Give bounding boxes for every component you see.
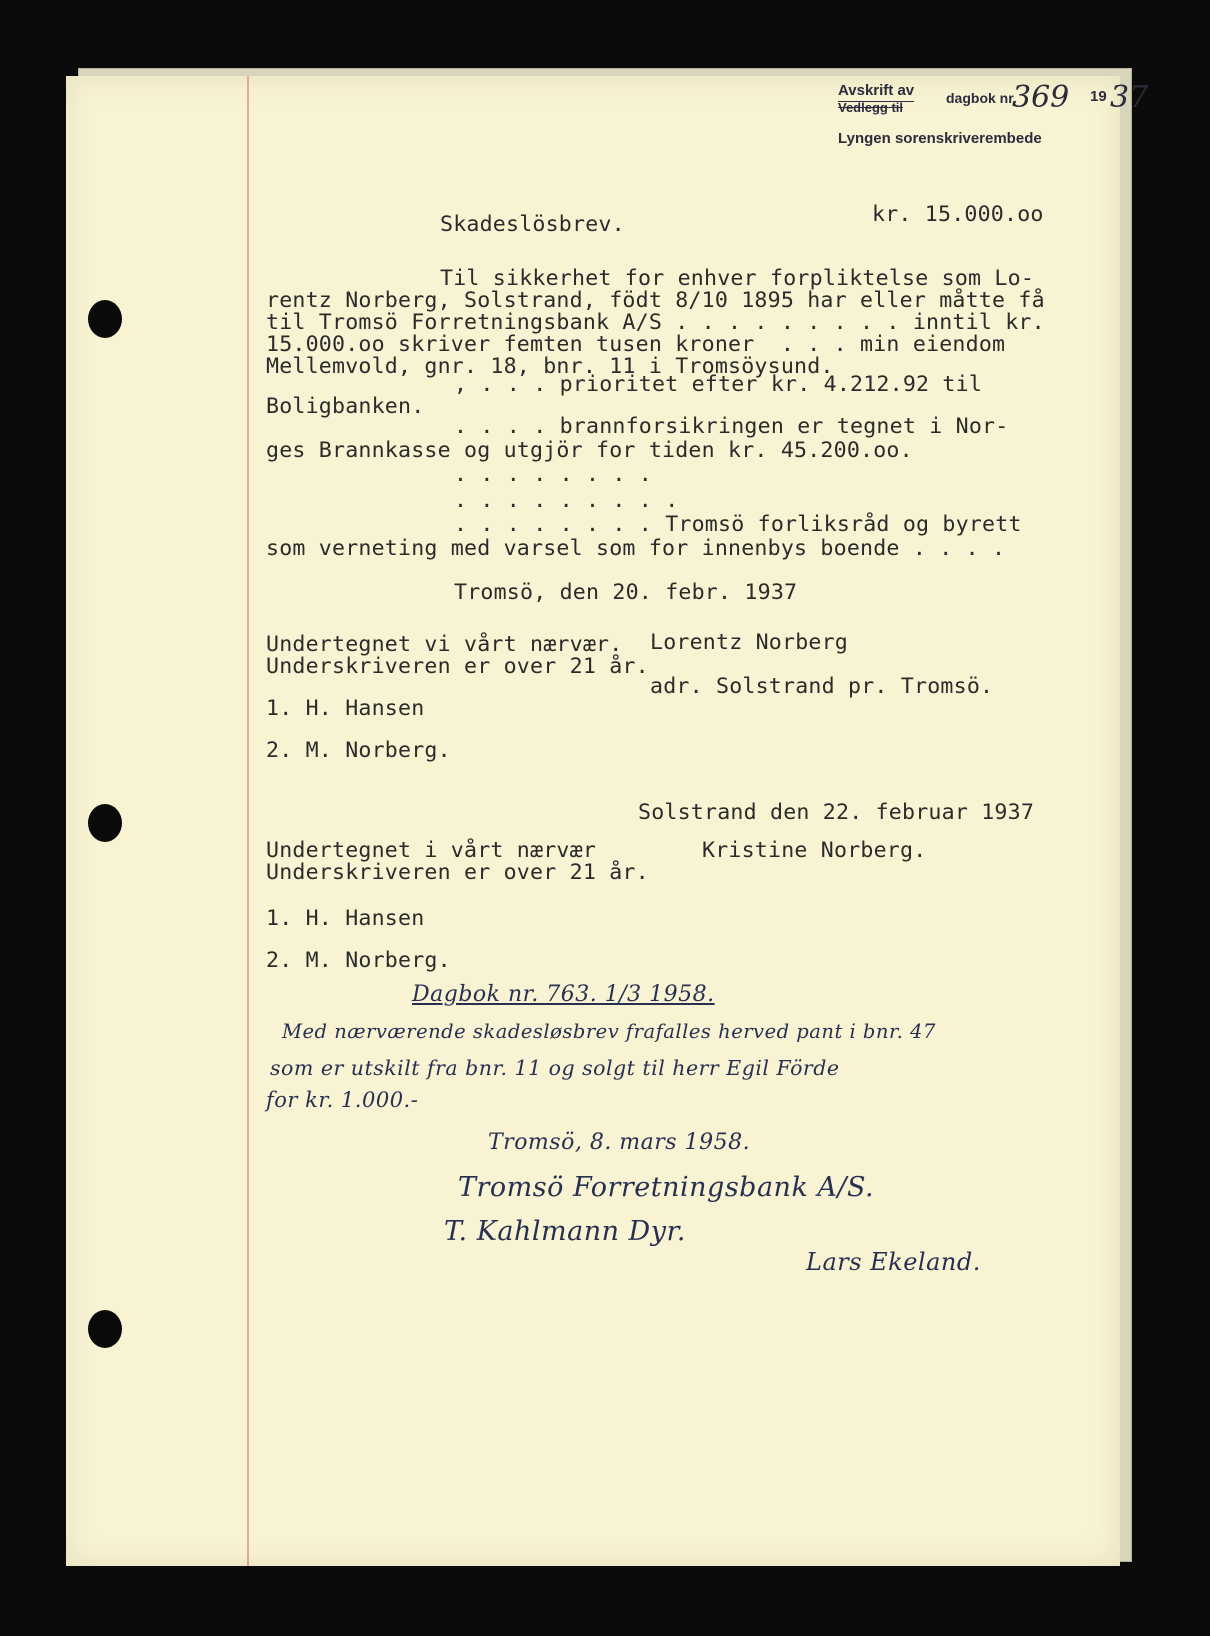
handwritten-signature-2: Lars Ekeland. bbox=[806, 1248, 981, 1276]
witness-1-2: 2. M. Norberg. bbox=[266, 738, 451, 763]
stamp-crossed-text: Vedlegg til bbox=[838, 100, 904, 115]
body-line: Boligbanken. bbox=[266, 394, 425, 419]
handwritten-line: Med nærværende skadesløsbrev frafalles herved pant i bnr. 47 bbox=[282, 1020, 936, 1043]
signer-2: Kristine Norberg. bbox=[702, 838, 927, 863]
body-line: Til sikkerhet for enhver forpliktelse som Lo- bbox=[440, 266, 1035, 291]
signer-1: Lorentz Norberg bbox=[650, 630, 849, 655]
place-date-1: Tromsö, den 20. febr. 1937 bbox=[454, 580, 798, 605]
body-line: , . . . prioritet efter kr. 4.212.92 til bbox=[454, 372, 983, 397]
handwritten-signature-1: T. Kahlmann Dyr. bbox=[444, 1216, 686, 1247]
handwritten-bank-name: Tromsö Forretningsbank A/S. bbox=[458, 1172, 875, 1203]
stamp-office: Lyngen sorenskriverembede bbox=[838, 130, 1042, 147]
witness-1-1: 1. H. Hansen bbox=[266, 696, 425, 721]
body-line: Mellemvold, gnr. 18, bnr. 11 i Tromsöysund. bbox=[266, 354, 834, 379]
stamp-year-suffix: 37 bbox=[1110, 80, 1149, 115]
document-page bbox=[66, 76, 1149, 1566]
body-line: . . . . . . . . bbox=[454, 462, 653, 487]
body-line: ges Brannkasse og utgjör for tiden kr. 45.200.oo. bbox=[266, 438, 913, 463]
document-title: Skadeslösbrev. bbox=[440, 212, 625, 237]
body-line: 15.000.oo skriver femten tusen kroner . . . min eiendom bbox=[266, 332, 1006, 357]
punch-hole-bottom bbox=[88, 1310, 122, 1348]
body-line: . . . . . . . . Tromsö forliksråd og byrett bbox=[454, 512, 1022, 537]
witness-statement-1b: Underskriveren er over 21 år. bbox=[266, 654, 649, 679]
registry-stamp bbox=[776, 80, 1149, 170]
witness-statement-2a: Undertegnet i vårt nærvær bbox=[266, 838, 597, 863]
stamp-year-prefix: 19 bbox=[1090, 88, 1107, 105]
punch-hole-middle bbox=[88, 804, 122, 842]
body-line: . . . . . . . . . bbox=[454, 488, 679, 513]
stamp-dagbok-label: dagbok nr. bbox=[946, 90, 1017, 106]
signer-1-address: adr. Solstrand pr. Tromsö. bbox=[650, 674, 994, 699]
place-date-2: Solstrand den 22. februar 1937 bbox=[638, 800, 1035, 825]
witness-statement-1a: Undertegnet vi vårt nærvær. bbox=[266, 632, 623, 657]
body-line: som verneting med varsel som for innenbys boende . . . . bbox=[266, 536, 1006, 561]
body-line: til Tromsö Forretningsbank A/S . . . . . . . . . inntil kr. bbox=[266, 310, 1045, 335]
handwritten-place-date: Tromsö, 8. mars 1958. bbox=[488, 1130, 751, 1155]
stamp-label: Avskrift av bbox=[838, 82, 915, 99]
body-line: . . . . brannforsikringen er tegnet i Nor- bbox=[454, 414, 1009, 439]
handwritten-reference: Dagbok nr. 763. 1/3 1958. bbox=[412, 982, 715, 1007]
handwritten-line: for kr. 1.000.- bbox=[266, 1088, 419, 1112]
witness-2-1: 1. H. Hansen bbox=[266, 906, 425, 931]
punch-hole-top bbox=[88, 300, 122, 338]
amount-header: kr. 15.000.oo bbox=[872, 202, 1044, 227]
witness-2-2: 2. M. Norberg. bbox=[266, 948, 451, 973]
handwritten-line: som er utskilt fra bnr. 11 og solgt til herr Egil Förde bbox=[270, 1056, 840, 1080]
body-line: rentz Norberg, Solstrand, födt 8/10 1895 har eller måtte få bbox=[266, 288, 1045, 313]
red-margin-line bbox=[247, 76, 249, 1566]
stamp-entry-number: 369 bbox=[1012, 80, 1070, 115]
witness-statement-2b: Underskriveren er over 21 år. bbox=[266, 860, 649, 885]
